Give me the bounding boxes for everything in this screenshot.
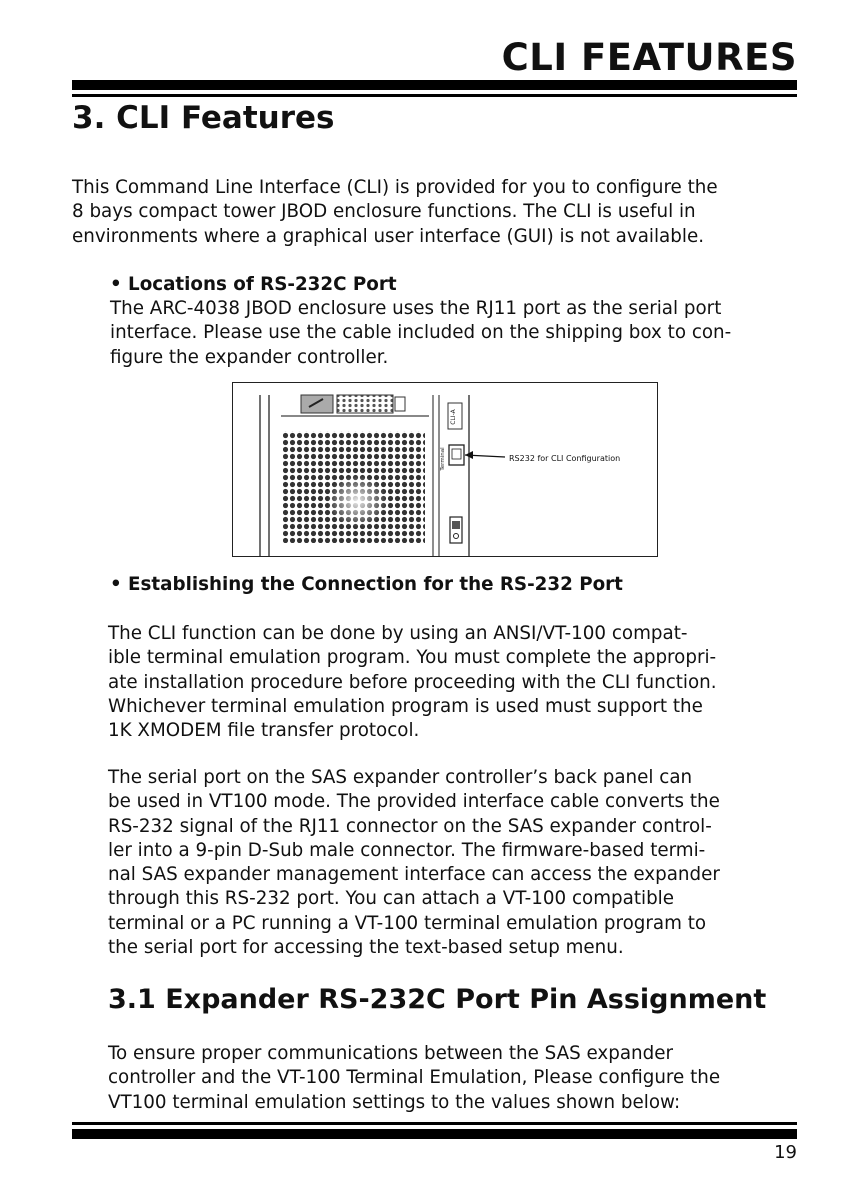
- section-3-1-heading: 3.1 Expander RS-232C Port Pin Assignment: [108, 984, 767, 1015]
- pin-assignment-line: controller and the VT-100 Terminal Emulation, Please configure the: [108, 1067, 721, 1089]
- pin-assignment-line: VT100 terminal emulation settings to the values shown below:: [108, 1091, 681, 1113]
- connection-p1-line: ible terminal emulation program. You must complete the appropri-: [108, 647, 717, 669]
- enclosure-back-panel-illustration: [233, 383, 658, 557]
- footer-rule-thick: [72, 1129, 797, 1139]
- bullet1-line: interface. Please use the cable included on the shipping box to con-: [110, 322, 732, 344]
- pin-assignment-line: To ensure proper communications between the SAS expander: [108, 1043, 674, 1064]
- header-section-title: CLI FEATURES: [501, 36, 797, 79]
- connection-p2-line: ler into a 9-pin D-Sub male connector. The firmware-based termi-: [108, 839, 706, 861]
- intro-line: This Command Line Interface (CLI) is provided for you to configure the: [72, 177, 718, 198]
- bullet1-line: figure the expander controller.: [110, 346, 389, 368]
- intro-line: environments where a graphical user interface (GUI) is not available.: [72, 225, 705, 247]
- connection-p1-line: ate installation procedure before proceeding with the CLI function.: [108, 671, 717, 693]
- connection-paragraph-1: [108, 622, 717, 743]
- page-heading: 3. CLI Features: [72, 100, 335, 136]
- cli-port-label: CLI-A: [450, 409, 457, 425]
- intro-line: 8 bays compact tower JBOD enclosure functions. The CLI is useful in: [72, 201, 696, 223]
- rs232-port-figure: [232, 382, 658, 557]
- connection-p2-line: be used in VT100 mode. The provided interface cable converts the: [108, 791, 720, 813]
- connection-p1-line: The CLI function can be done by using an ANSI/VT-100 compat-: [108, 623, 688, 644]
- rs232-callout-label: RS232 for CLI Configuration: [509, 454, 621, 463]
- connection-p2-line: through this RS-232 port. You can attach a VT-100 compatible: [108, 888, 675, 910]
- connection-p2-line: RS-232 signal of the RJ11 connector on the SAS expander control-: [108, 815, 712, 837]
- bullet-connection-title: • Establishing the Connection for the RS-232 Port: [110, 574, 623, 595]
- connection-p2-line: the serial port for accessing the text-based setup menu.: [108, 937, 624, 959]
- intro-paragraph: [72, 176, 718, 249]
- connection-paragraph-2: [108, 766, 720, 960]
- pin-assignment-paragraph: [108, 1042, 720, 1115]
- connection-p1-line: Whichever terminal emulation program is used must support the: [108, 695, 703, 717]
- header-rule-thick: [72, 80, 797, 90]
- connection-p2-line: The serial port on the SAS expander controller’s back panel can: [108, 767, 693, 788]
- connection-p2-line: nal SAS expander management interface can access the expander: [108, 864, 720, 886]
- connection-p1-line: 1K XMODEM file transfer protocol.: [108, 720, 420, 742]
- footer-rule-thin: [72, 1122, 797, 1125]
- connection-p2-line: terminal or a PC running a VT-100 terminal emulation program to: [108, 912, 707, 934]
- terminal-port-label: Terminal: [440, 447, 446, 471]
- bullet-rs232-location-title: • Locations of RS-232C Port: [110, 274, 397, 295]
- header-rule-thin: [72, 94, 797, 97]
- bullet1-line: The ARC-4038 JBOD enclosure uses the RJ11 port as the serial port: [110, 298, 722, 319]
- page-number: 19: [774, 1142, 797, 1163]
- bullet-rs232-location-text: [110, 297, 731, 370]
